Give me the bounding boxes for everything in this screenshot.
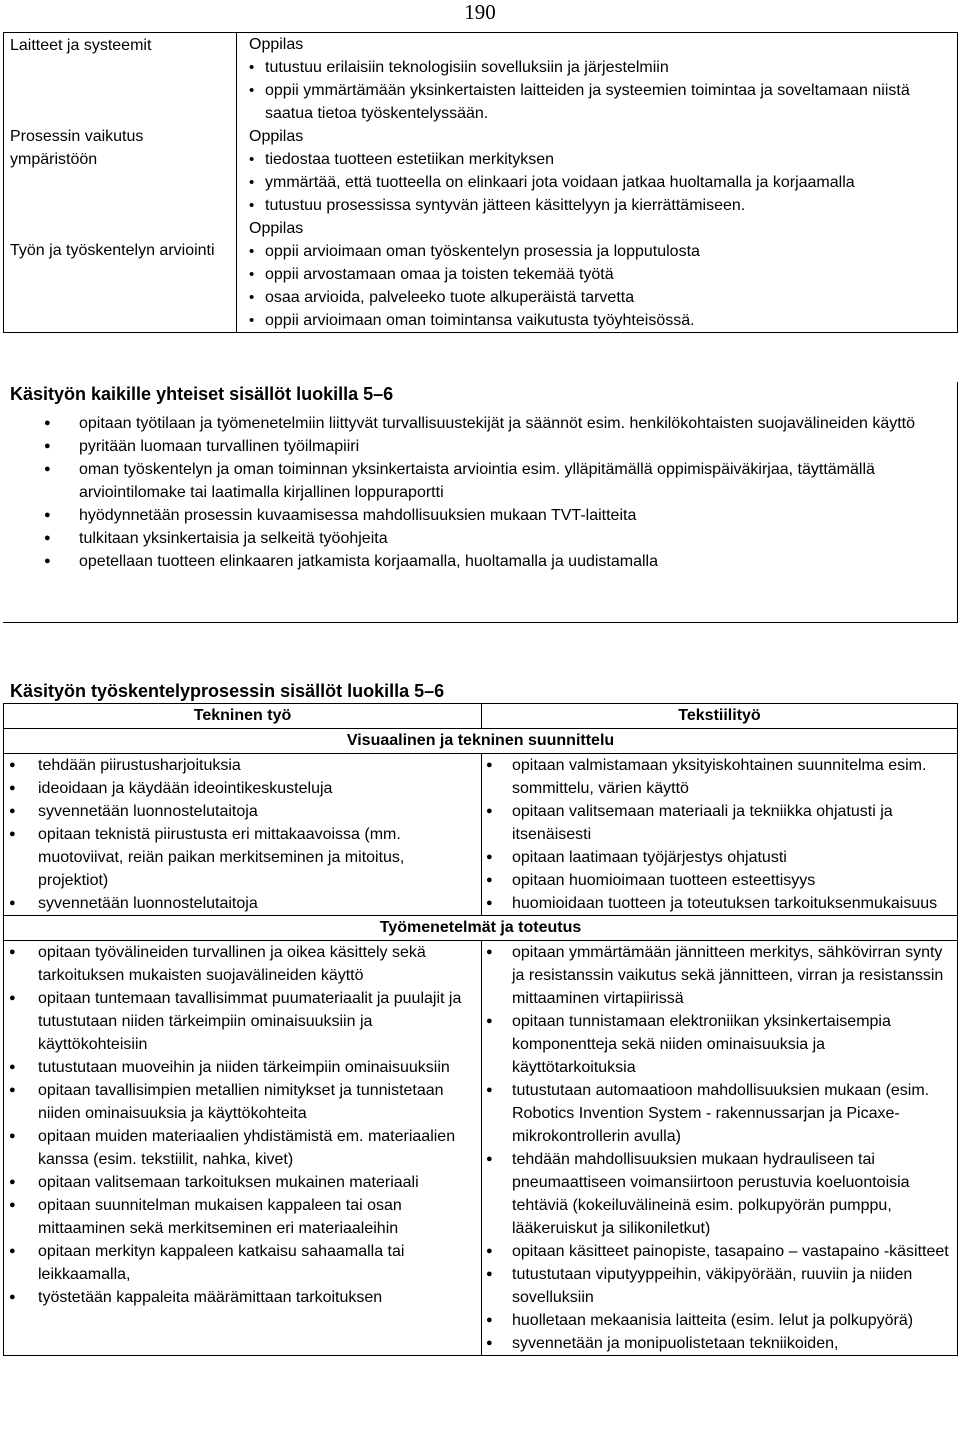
list-item: ● ideoidaan ja käydään ideointikeskusteluja	[4, 777, 481, 800]
common-contents-list	[3, 412, 957, 573]
design-content-row	[4, 754, 958, 916]
subheader-methods: Työmenetelmät ja toteutus	[4, 916, 958, 941]
list-item: ● opitaan suunnitelman mukaisen kappaleen tai osan mittaaminen sekä merkitseminen eri materiaaleihin	[4, 1194, 481, 1240]
list-item: • oppii ymmärtämään yksinkertaisten laitteiden ja systeemien toimintaa ja soveltamaan niistä saatua tietoa työskentelyssään.	[243, 79, 957, 125]
list-item: • oppii arvioimaan oman työskentelyn prosessia ja lopputulosta	[243, 240, 957, 263]
design-technical-list	[4, 754, 481, 915]
list-item: • ymmärtää, että tuotteella on elinkaari jota voidaan jatkaa huoltamalla ja korjaamalla	[243, 171, 957, 194]
goals-list	[243, 56, 957, 125]
list-item: ● oman työskentelyn ja oman toiminnan yksinkertaista arviointia esim. ylläpitämällä oppimispäiväkirjaa, täyttämällä arviointilomake tai laatimalla kirjallinen loppuraportti	[3, 458, 957, 504]
list-item: ● tehdään mahdollisuuksien mukaan hydrauliseen tai pneumaattiseen voimansiirtoon perustuvia koeluontoisia tehtäviä (kokeiluvälineinä esim. polkupyörän pumppu, lääkeruiskut ja silikoniletkut)	[482, 1148, 957, 1240]
list-item: • oppii arvioimaan oman toimintansa vaikutusta työyhteisössä.	[243, 309, 957, 332]
pupil-heading: Oppilas	[249, 220, 304, 237]
list-item: ● opitaan ymmärtämään jännitteen merkitys, sähkövirran synty ja resistanssin vaikutus sekä jännitteen, virran ja resistanssin mittaaminen virtapiirissä	[482, 941, 957, 1010]
list-item: ● huomioidaan tuotteen ja toteutuksen tarkoituksenmukaisuus	[482, 892, 957, 915]
column-header-technical: Tekninen työ	[4, 704, 482, 729]
methods-textile-cell	[482, 941, 958, 1356]
list-item: ● tehdään piirustusharjoituksia	[4, 754, 481, 777]
list-item: ● työstetään kappaleita määrämittaan tarkoituksen	[4, 1286, 481, 1309]
list-item: ● opitaan merkityn kappaleen katkaisu sahaamalla tai leikkaamalla,	[4, 1240, 481, 1286]
topic-devices: Laitteet ja systeemit	[10, 37, 152, 54]
list-item: ● opitaan työvälineiden turvallinen ja oikea käsittely sekä tarkoituksen mukaisten suojavälineiden käyttö	[4, 941, 481, 987]
list-item: ● opetellaan tuotteen elinkaaren jatkamista korjaamalla, huoltamalla ja uudistamalla	[3, 550, 957, 573]
list-item: ● opitaan huomioimaan tuotteen esteettisyys	[482, 869, 957, 892]
list-item: ● syvennetään luonnostelutaitoja	[4, 892, 481, 915]
methods-technical-list	[4, 941, 481, 1309]
list-item: ● opitaan tuntemaan tavallisimmat puumateriaalit ja puulajit ja tutustutaan niiden tärkeimpiin ominaisuuksiin ja käyttökohteisiin	[4, 987, 481, 1056]
goals-list	[243, 240, 957, 332]
list-item: ● tutustutaan viputyyppeihin, väkipyörään, ruuviin ja niiden sovelluksiin	[482, 1263, 957, 1309]
list-item: • oppii arvostamaan omaa ja toisten tekemää työtä	[243, 263, 957, 286]
list-item: ● syvennetään luonnostelutaitoja	[4, 800, 481, 823]
methods-technical-cell	[4, 941, 482, 1356]
list-item: • tutustuu prosessissa syntyvän jätteen käsittelyyn ja kierrättämiseen.	[243, 194, 957, 217]
list-item: • tutustuu erilaisiin teknologisiin sovelluksiin ja järjestelmiin	[243, 56, 957, 79]
list-item: ● opitaan käsitteet painopiste, tasapaino – vastapaino -käsitteet	[482, 1240, 957, 1263]
methods-content-row	[4, 941, 958, 1356]
list-item: ● opitaan muiden materiaalien yhdistämistä em. materiaalien kanssa (esim. tekstiilit, nahka, kivet)	[4, 1125, 481, 1171]
goals-content-cell	[237, 33, 958, 333]
common-contents-title: Käsityön kaikille yhteiset sisällöt luokilla 5–6	[10, 384, 394, 404]
list-item: ● huolletaan mekaanisia laitteita (esim. lelut ja polkupyörä)	[482, 1309, 957, 1332]
list-item: ● opitaan laatimaan työjärjestys ohjatusti	[482, 846, 957, 869]
list-item: ● syvennetään ja monipuolistetaan tekniikoiden,	[482, 1332, 957, 1355]
topic-environment: Prosessin vaikutus ympäristöön	[10, 128, 144, 168]
goals-table	[3, 32, 958, 333]
list-item: ● opitaan teknistä piirustusta eri mittakaavoissa (mm. muotoviivat, reiän paikan merkitseminen ja mitoitus, projektiot)	[4, 823, 481, 892]
process-contents-title: Käsityön työskentelyprosessin sisällöt luokilla 5–6	[10, 681, 445, 701]
subheader-row-design	[4, 729, 958, 754]
list-item: ● opitaan tunnistamaan elektroniikan yksinkertaisempia komponentteja sekä niiden ominaisuuksia ja käyttötarkoituksia	[482, 1010, 957, 1079]
list-item: ● hyödynnetään prosessin kuvaamisessa mahdollisuuksien mukaan TVT-laitteita	[3, 504, 957, 527]
goals-block-devices	[243, 33, 957, 125]
list-item: • osaa arvioida, palveleeko tuote alkuperäistä tarvetta	[243, 286, 957, 309]
methods-textile-list	[482, 941, 957, 1355]
page-number: 190	[464, 0, 496, 24]
design-textile-list	[482, 754, 957, 915]
list-item: ● opitaan valitsemaan materiaali ja tekniikka ohjatusti ja itsenäisesti	[482, 800, 957, 846]
goals-block-environment	[243, 125, 957, 217]
list-item: ● opitaan valmistamaan yksityiskohtainen suunnitelma esim. sommittelu, värien käyttö	[482, 754, 957, 800]
list-item: ● tulkitaan yksinkertaisia ja selkeitä työohjeita	[3, 527, 957, 550]
pupil-heading: Oppilas	[249, 128, 304, 145]
list-item: ● opitaan työtilaan ja työmenetelmiin liittyvät turvallisuustekijät ja säännöt esim. henkilökohtaisten suojavälineiden käyttö	[3, 412, 957, 435]
column-header-textile: Tekstiilityö	[482, 704, 958, 729]
topic-evaluation: Työn ja työskentelyn arviointi	[10, 242, 215, 259]
goals-block-evaluation	[243, 217, 957, 332]
common-contents-box	[3, 382, 958, 623]
process-header-row	[4, 704, 958, 729]
goals-topic-column	[4, 33, 237, 333]
goals-list	[243, 148, 957, 217]
list-item: ● opitaan tavallisimpien metallien nimitykset ja tunnistetaan niiden ominaisuuksia ja käyttökohteita	[4, 1079, 481, 1125]
process-table	[3, 703, 958, 1356]
subheader-design: Visuaalinen ja tekninen suunnittelu	[4, 729, 958, 754]
subheader-row-methods	[4, 916, 958, 941]
list-item: ● pyritään luomaan turvallinen työilmapiiri	[3, 435, 957, 458]
list-item: ● tutustutaan automaatioon mahdollisuuksien mukaan (esim. Robotics Invention System - rakennussarjan ja Picaxe- mikrokontrollerin avulla)	[482, 1079, 957, 1148]
list-item: • tiedostaa tuotteen estetiikan merkityksen	[243, 148, 957, 171]
design-textile-cell	[482, 754, 958, 916]
list-item: ● tutustutaan muoveihin ja niiden tärkeimpiin ominaisuuksiin	[4, 1056, 481, 1079]
design-technical-cell	[4, 754, 482, 916]
pupil-heading: Oppilas	[249, 36, 304, 53]
list-item: ● opitaan valitsemaan tarkoituksen mukainen materiaali	[4, 1171, 481, 1194]
